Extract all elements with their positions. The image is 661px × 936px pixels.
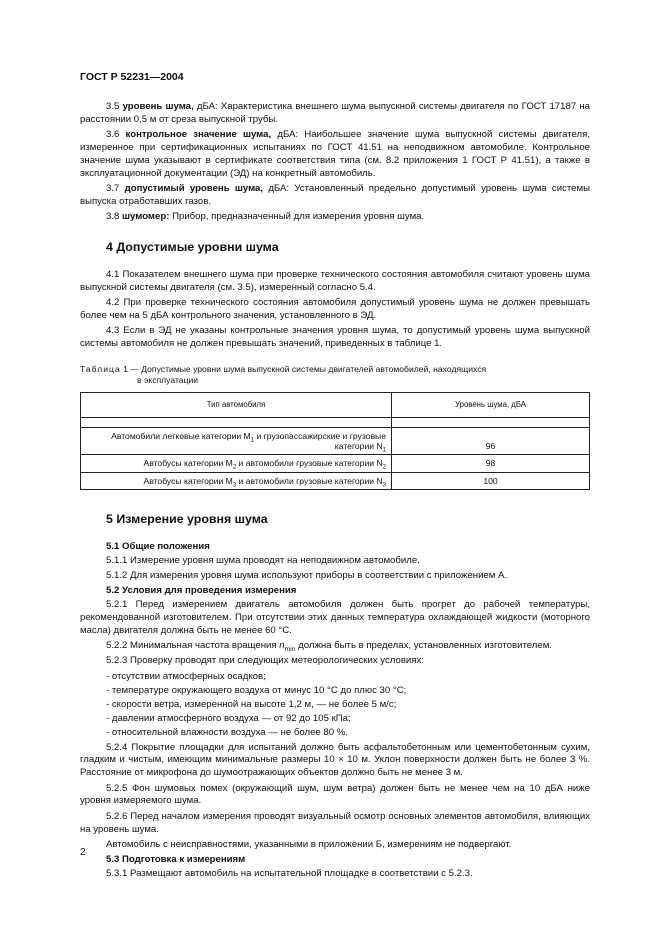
condition-list-item: - скорости ветра, измеренной на высоте 1,2 м, — не более 5 м/с; xyxy=(106,699,590,712)
paragraph-4-2: 4.2 При проверке технического состояния автомобиля допустимый уровень шума не должен превышать более чем на 5 дБА контрольного значения, установленного в ЭД. xyxy=(80,297,590,322)
paragraph-5-3-1: 5.3.1 Размещают автомобиль на испытательной площадке в соответствии с 5.2.3. xyxy=(106,867,473,879)
paragraph-5-2-1: 5.2.1 Перед измерением двигатель автомобиля должен быть прогрет до рабочей температуры, рекомендованной изготовителем. При отсутствии этих данных температура охлаждающей жидкости (моторного масла) двигателя должна быть не менее 60 °С. xyxy=(80,599,590,636)
table-header-row xyxy=(81,393,590,418)
paragraph-5-1-2: 5.1.2 Для измерения уровня шума используют приборы в соответствии с приложением А. xyxy=(106,570,508,581)
paragraph-5-2-6-note: Автомобиль с неисправностями, указанными в приложении Б, измерениям не подвергают. xyxy=(106,838,512,850)
vehicle-type-cell: Автобусы категории $M_2$ и автомобили грузовые категории $N_2$ xyxy=(81,455,392,472)
noise-level-cell: 96 xyxy=(392,428,590,455)
subsection-5-1-heading: 5.1 Общие положения xyxy=(106,540,210,552)
condition-list-item: - давлении атмосферного воздуха — от 92 до 105 кПа; xyxy=(106,713,590,726)
paragraph-4-3: 4.3 Если в ЭД не указаны контрольные значения уровня шума, то допустимый уровень шума выпускной системы автомобиля не должен превышать значений, приведенных в таблице 1. xyxy=(80,325,590,350)
paragraph-5-2-6: 5.2.6 Перед началом измерения проводят визуальный осмотр основных элементов автомобиля, влияющих на уровень шума. xyxy=(80,810,590,835)
section-5-heading: 5 Измерение уровня шума xyxy=(106,511,268,526)
table-row xyxy=(81,455,590,472)
condition-list-item: - температуре окружающего воздуха от минус 10 °С до плюс 30 °С; xyxy=(106,685,590,698)
column-header-vehicle-type: Тип автомобиля xyxy=(81,393,392,418)
term-3-8: 3.8 шумомер: Прибор, предназначенный для измерения уровня шума. xyxy=(106,211,425,223)
section-4-heading: 4 Допустимые уровни шума xyxy=(106,240,279,255)
vehicle-type-cell: Автомобили легковые категории $M_1$ и грузопассажирские и грузовые категории $N_1$ xyxy=(81,428,392,455)
term-3-5: 3.5 уровень шума, дБА: Характеристика внешнего шума выпускной системы двигателя по ГОСТ 17187 на расстоянии 0,5 м от среза выпускной трубы. xyxy=(80,101,590,125)
page-number: 2 xyxy=(80,847,86,858)
column-header-noise-level: Уровень шума, дБА xyxy=(392,393,590,418)
document-body xyxy=(80,101,590,881)
noise-level-cell: 98 xyxy=(392,455,590,472)
condition-list-item: - отсутствии атмосферных осадков; xyxy=(106,671,590,684)
paragraph-4-1: 4.1 Показателем внешнего шума при проверке технического состояния автомобиля считают уровень шума выпускной системы двигателя (см. 3.5), измеренный согласно 5.4. xyxy=(80,269,590,293)
paragraph-5-2-3: 5.2.3 Проверку проводят при следующих метеорологических условиях: xyxy=(106,655,424,667)
term-3-6: 3.6 контрольное значение шума, дБА: Наибольшее значение шума выпускной системы двигателя, измеренное при сертификационных испытаниях по ГОСТ 41.51 на неподвижном автомобиле. Контрольное значение шума указывают в сертификате соответствия типа (см. 8.2 приложения 1 ГОСТ Р 41.51), а также в эксплуатационной документации (ЭД) на конкретный автомобиль. xyxy=(80,129,590,179)
paragraph-5-2-5: 5.2.5 Фон шумовых помех (окружающий шум, шум ветра) должен быть не менее чем на 10 дБА ниже уровня измеряемого шума. xyxy=(80,782,590,807)
condition-list-item: - относительной влажности воздуха — не более 80 %. xyxy=(106,727,590,740)
paragraph-5-2-2: 5.2.2 Минимальная частота вращения $n_{min}$ должна быть в пределах, установленных изготовителем. xyxy=(106,640,552,654)
paragraph-5-2-4: 5.2.4 Покрытие площадки для испытаний должно быть асфальтобетонным или цементобетонным сухим, гладким и чистым, имеющим минимальные размеры 10 × 10 м. Уклон поверхности должен быть не более 3 %. Расстояние от микрофона до шумоотражающих объектов должно быть не менее 3 м. xyxy=(80,741,590,779)
noise-level-cell: 100 xyxy=(392,472,590,489)
table-1-caption: Таблица 1 — Допустимые уровни шума выпускной системы двигателей автомобилей, находящихся в эксплуатации xyxy=(80,364,487,386)
paragraph-5-1-1: 5.1.1 Измерение уровня шума проводят на неподвижном автомобиле. xyxy=(106,554,420,566)
table-1 xyxy=(80,392,590,490)
term-3-7: 3.7 допустимый уровень шума, дБА: Установленный предельно допустимый уровень шума системы выпуска отработавших газов. xyxy=(80,183,590,207)
table-row xyxy=(81,472,590,489)
document-header: ГОСТ Р 52231—2004 xyxy=(80,71,184,83)
subsection-5-2-heading: 5.2 Условия для проведения измерения xyxy=(106,585,297,597)
table-row xyxy=(81,428,590,455)
subsection-5-3-heading: 5.3 Подготовка к измерениям xyxy=(106,853,246,865)
table-spacer-row xyxy=(81,418,590,428)
vehicle-type-cell: Автобусы категории $M_3$ и автомобили грузовые категории $N_3$ xyxy=(81,472,392,489)
